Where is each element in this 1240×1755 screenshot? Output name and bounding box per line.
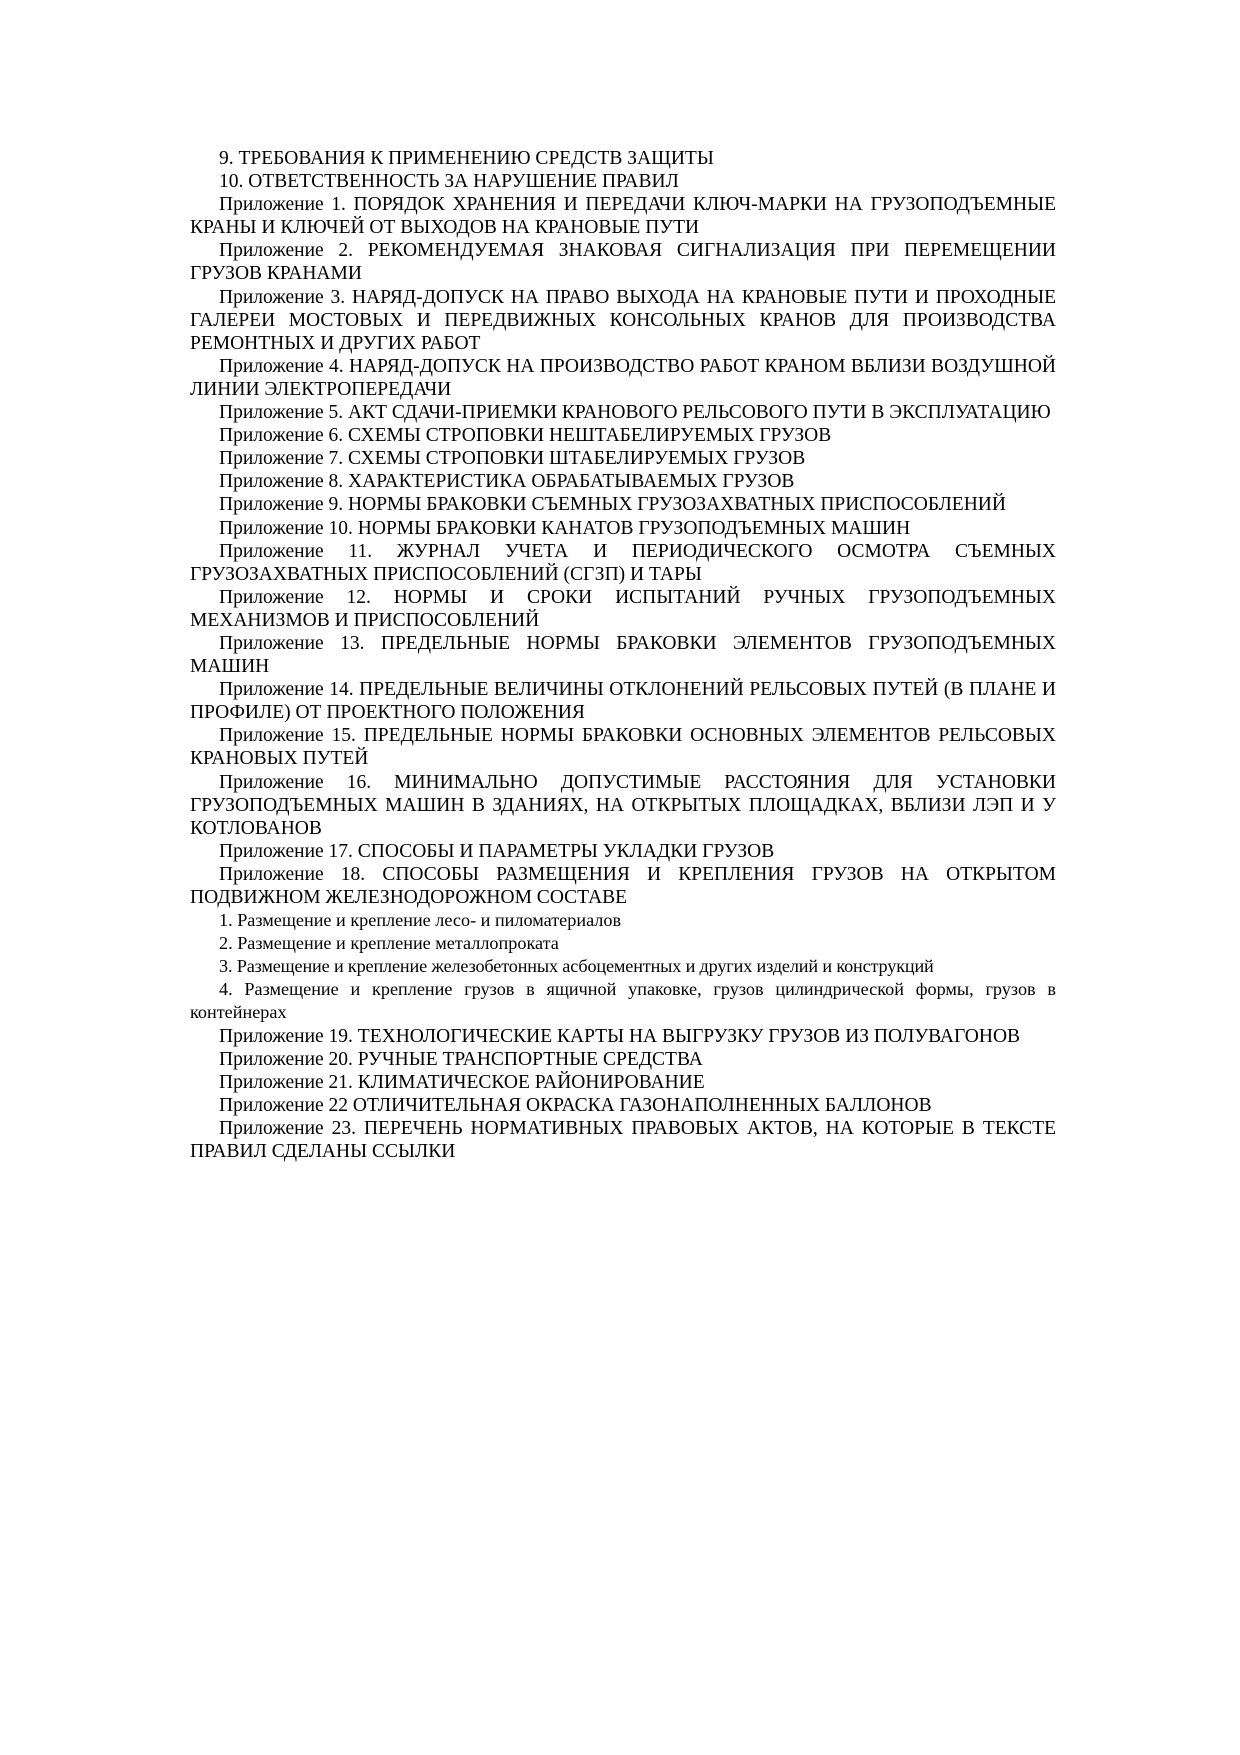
toc-entry-appendix-21: Приложение 21. КЛИМАТИЧЕСКОЕ РАЙОНИРОВАНИЕ <box>219 1071 705 1093</box>
toc-entry-appendix-19: Приложение 19. ТЕХНОЛОГИЧЕСКИЕ КАРТЫ НА ВЫГРУЗКУ ГРУЗОВ ИЗ ПОЛУВАГОНОВ <box>219 1025 1021 1047</box>
toc-entry-appendix-17: Приложение 17. СПОСОБЫ И ПАРАМЕТРЫ УКЛАДКИ ГРУЗОВ <box>219 840 775 862</box>
toc-entry-appendix-20: Приложение 20. РУЧНЫЕ ТРАНСПОРТНЫЕ СРЕДСТВА <box>219 1048 703 1070</box>
toc-entry-appendix-6: Приложение 6. СХЕМЫ СТРОПОВКИ НЕШТАБЕЛИРУЕМЫХ ГРУЗОВ <box>219 425 832 447</box>
toc-subentry-18-4: 4. Размещение и крепление грузов в ящичной упаковке, грузов цилиндрической формы, грузов в контейнерах <box>190 979 1056 1023</box>
toc-entry-appendix-2: Приложение 2. РЕКОМЕНДУЕМАЯ ЗНАКОВАЯ СИГНАЛИЗАЦИЯ ПРИ ПЕРЕМЕЩЕНИИ ГРУЗОВ КРАНАМИ <box>190 240 1056 285</box>
toc-entry-appendix-3: Приложение 3. НАРЯД-ДОПУСК НА ПРАВО ВЫХОДА НА КРАНОВЫЕ ПУТИ И ПРОХОДНЫЕ ГАЛЕРЕИ МОСТОВЫХ И ПЕРЕДВИЖНЫХ КОНСОЛЬНЫХ КРАНОВ ДЛЯ ПРОИЗВОДСТВА РЕМОНТНЫХ И ДРУГИХ РАБОТ <box>190 286 1056 354</box>
toc-subentry-18-3: 3. Размещение и крепление железобетонных асбоцементных и других изделий и конструкций <box>219 956 934 977</box>
toc-entry-section-10: 10. ОТВЕТСТВЕННОСТЬ ЗА НАРУШЕНИЕ ПРАВИЛ <box>219 171 679 193</box>
toc-subentry-18-1: 1. Размещение и крепление лесо- и пиломатериалов <box>219 910 622 931</box>
toc-entry-appendix-4: Приложение 4. НАРЯД-ДОПУСК НА ПРОИЗВОДСТВО РАБОТ КРАНОМ ВБЛИЗИ ВОЗДУШНОЙ ЛИНИИ ЭЛЕКТРОПЕРЕДАЧИ <box>190 355 1056 400</box>
toc-entry-appendix-22: Приложение 22 ОТЛИЧИТЕЛЬНАЯ ОКРАСКА ГАЗОНАПОЛНЕННЫХ БАЛЛОНОВ <box>219 1094 932 1116</box>
toc-entry-appendix-16: Приложение 16. МИНИМАЛЬНО ДОПУСТИМЫЕ РАССТОЯНИЯ ДЛЯ УСТАНОВКИ ГРУЗОПОДЪЕМНЫХ МАШИН В ЗДАНИЯХ, НА ОТКРЫТЫХ ПЛОЩАДКАХ, ВБЛИЗИ ЛЭП И У КОТЛОВАНОВ <box>190 771 1056 839</box>
toc-entry-appendix-23: Приложение 23. ПЕРЕЧЕНЬ НОРМАТИВНЫХ ПРАВОВЫХ АКТОВ, НА КОТОРЫЕ В ТЕКСТЕ ПРАВИЛ СДЕЛАНЫ ССЫЛКИ <box>190 1117 1056 1163</box>
toc-entry-appendix-5: Приложение 5. АКТ СДАЧИ-ПРИЕМКИ КРАНОВОГО РЕЛЬСОВОГО ПУТИ В ЭКСПЛУАТАЦИЮ <box>219 402 1051 424</box>
document-page <box>190 147 1056 1163</box>
toc-entry-appendix-10: Приложение 10. НОРМЫ БРАКОВКИ КАНАТОВ ГРУЗОПОДЪЕМНЫХ МАШИН <box>219 517 911 539</box>
toc-entry-appendix-9: Приложение 9. НОРМЫ БРАКОВКИ СЪЕМНЫХ ГРУЗОЗАХВАТНЫХ ПРИСПОСОБЛЕНИЙ <box>219 494 1006 516</box>
toc-entry-appendix-14: Приложение 14. ПРЕДЕЛЬНЫЕ ВЕЛИЧИНЫ ОТКЛОНЕНИЙ РЕЛЬСОВЫХ ПУТЕЙ (В ПЛАНЕ И ПРОФИЛЕ) ОТ ПРОЕКТНОГО ПОЛОЖЕНИЯ <box>190 679 1056 724</box>
toc-entry-section-9: 9. ТРЕБОВАНИЯ К ПРИМЕНЕНИЮ СРЕДСТВ ЗАЩИТЫ <box>219 148 714 169</box>
toc-entry-appendix-12: Приложение 12. НОРМЫ И СРОКИ ИСПЫТАНИЙ РУЧНЫХ ГРУЗОПОДЪЕМНЫХ МЕХАНИЗМОВ И ПРИСПОСОБЛЕНИЙ <box>190 586 1056 631</box>
toc-entry-appendix-8: Приложение 8. ХАРАКТЕРИСТИКА ОБРАБАТЫВАЕМЫХ ГРУЗОВ <box>219 471 795 493</box>
toc-entry-appendix-15: Приложение 15. ПРЕДЕЛЬНЫЕ НОРМЫ БРАКОВКИ ОСНОВНЫХ ЭЛЕМЕНТОВ РЕЛЬСОВЫХ КРАНОВЫХ ПУТЕЙ <box>190 725 1056 770</box>
toc-entry-appendix-11: Приложение 11. ЖУРНАЛ УЧЕТА И ПЕРИОДИЧЕСКОГО ОСМОТРА СЪЕМНЫХ ГРУЗОЗАХВАТНЫХ ПРИСПОСОБЛЕНИЙ (СГЗП) И ТАРЫ <box>190 540 1056 585</box>
toc-subentry-18-2: 2. Размещение и крепление металлопроката <box>219 933 559 954</box>
toc-entry-appendix-1: Приложение 1. ПОРЯДОК ХРАНЕНИЯ И ПЕРЕДАЧИ КЛЮЧ-МАРКИ НА ГРУЗОПОДЪЕМНЫЕ КРАНЫ И КЛЮЧЕЙ ОТ ВЫХОДОВ НА КРАНОВЫЕ ПУТИ <box>190 194 1056 239</box>
toc-entry-appendix-7: Приложение 7. СХЕМЫ СТРОПОВКИ ШТАБЕЛИРУЕМЫХ ГРУЗОВ <box>219 448 806 470</box>
toc-entry-appendix-13: Приложение 13. ПРЕДЕЛЬНЫЕ НОРМЫ БРАКОВКИ ЭЛЕМЕНТОВ ГРУЗОПОДЪЕМНЫХ МАШИН <box>190 632 1056 678</box>
toc-entry-appendix-18: Приложение 18. СПОСОБЫ РАЗМЕЩЕНИЯ И КРЕПЛЕНИЯ ГРУЗОВ НА ОТКРЫТОМ ПОДВИЖНОМ ЖЕЛЕЗНОДОРОЖНОМ СОСТАВЕ <box>190 863 1056 908</box>
